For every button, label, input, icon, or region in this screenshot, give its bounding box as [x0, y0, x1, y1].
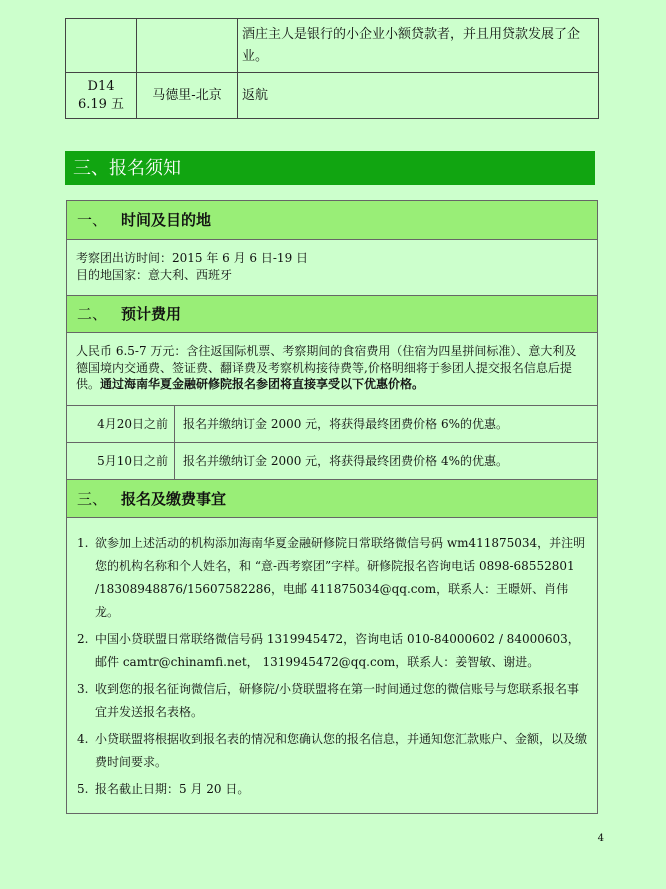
list-item: [77, 678, 589, 724]
visit-time: 考察团出访时间：2015 年 6 月 6 日-19 日: [76, 251, 309, 265]
discount-deadline: 4月20日之前: [67, 406, 175, 442]
discount-desc: 报名并缴纳订金 2000 元，将获得最终团费价格 4%的优惠。: [183, 454, 509, 468]
cost-heading: [67, 296, 597, 333]
cost-body: [67, 333, 597, 406]
heading-number: 一、: [77, 211, 108, 229]
cost-text: 人民币 6.5-7 万元：含往返国际机票、考察期间的食宿费用（住宿为四星拼间标准）、意大利及德国境内交通费、签证费、翻译费及考察机构接待费等,价格明细将于参团人提交报名信息后提供。: [76, 344, 577, 391]
route-cell: 马德里-北京: [137, 73, 238, 119]
day-label: D14: [87, 78, 115, 94]
date-label: 6.19 五: [77, 96, 125, 112]
list-item: [77, 778, 589, 801]
list-item: [77, 728, 589, 774]
table-row: [67, 406, 597, 443]
heading-text: 时间及目的地: [121, 211, 212, 229]
item-number: 3.: [77, 682, 89, 696]
itinerary-table: [65, 18, 599, 119]
heading-text: 报名及缴费事宜: [121, 490, 227, 508]
discount-deadline: 5月10日之前: [67, 443, 175, 479]
list-item: [77, 628, 589, 674]
item-text: 小贷联盟将根据收到报名表的情况和您确认您的报名信息，并通知您汇款账户、金额，以及缴费时间要求。: [95, 732, 588, 769]
page-number: 4: [597, 833, 604, 844]
heading-number: 三、: [77, 490, 108, 508]
time-place-body: [67, 240, 597, 296]
table-row: [67, 443, 597, 480]
item-number: 4.: [77, 732, 89, 746]
time-place-heading: [67, 201, 597, 240]
item-number: 5.: [77, 782, 89, 796]
list-item: [77, 532, 589, 624]
discount-desc: 报名并缴纳订金 2000 元，将获得最终团费价格 6%的优惠。: [183, 417, 509, 431]
route-cell: [137, 19, 238, 73]
item-number: 2.: [77, 632, 89, 646]
table-row: [66, 19, 599, 73]
item-text: 欲参加上述活动的机构添加海南华夏金融研修院日常联络微信号码 wm411875034，并注明您的机构名称和个人姓名，和 “意-西考察团”字样。研修院报名咨询电话 0898-68552801 /18308948876/15607582286，电邮 411875034@qq.com，联系人：王暻妍、肖伟龙。: [95, 536, 586, 619]
discount-notice: 通过海南华夏金融研修院报名参团将直接享受以下优惠价格。: [100, 377, 425, 391]
heading-text: 预计费用: [121, 305, 182, 323]
table-row: [66, 73, 599, 119]
item-text: 收到您的报名征询微信后，研修院/小贷联盟将在第一时间通过您的微信账号与您联系报名事宜并发送报名表格。: [95, 682, 580, 719]
activity-cell: 返航: [238, 73, 599, 119]
item-text: 报名截止日期：5 月 20 日。: [95, 782, 250, 796]
heading-number: 二、: [77, 305, 108, 323]
registration-heading: [67, 480, 597, 518]
day-cell: [66, 73, 137, 119]
activity-cell: 酒庄主人是银行的小企业小额贷款者，并且用贷款发展了企业。: [238, 19, 599, 73]
registration-steps: [67, 518, 597, 813]
registration-info-box: [66, 200, 598, 814]
item-number: 1.: [77, 536, 89, 550]
day-cell: [66, 19, 137, 73]
destination: 目的地国家：意大利、西班牙: [76, 268, 233, 282]
item-text: 中国小贷联盟日常联络微信号码 1319945472，咨询电话 010-84000602 / 84000603，邮件 camtr@chinamfi.net， 1319945472@qq.com，联系人：姜智敏、谢进。: [95, 632, 580, 669]
section-title: 三、报名须知: [65, 151, 595, 185]
